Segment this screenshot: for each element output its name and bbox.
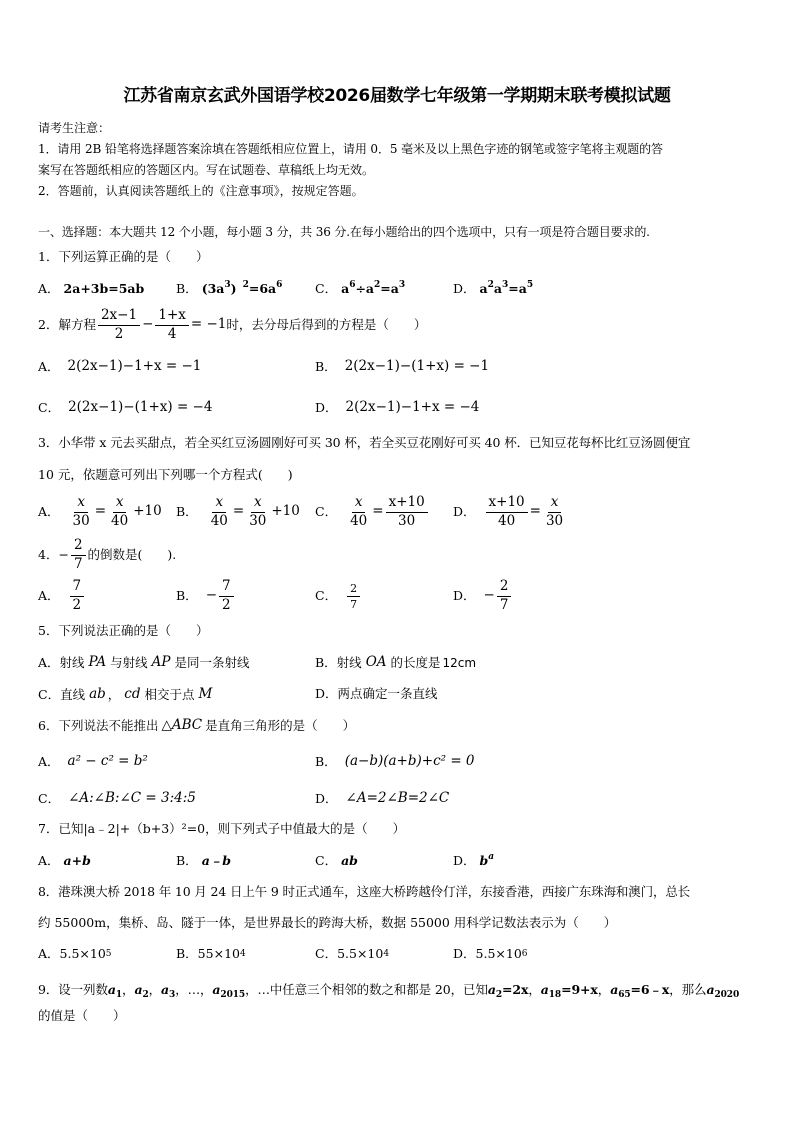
fraction: [71, 539, 86, 571]
q6-b-expr: (a−b)(a+b)+c² = 0: [344, 753, 475, 769]
length-value: 12cm: [442, 655, 477, 670]
q1-stem: 1．下列运算正确的是（ ）: [38, 249, 209, 264]
option-label: D．: [453, 281, 476, 296]
separator: ，: [597, 982, 611, 997]
fraction: [497, 580, 512, 612]
separator: ，: [122, 982, 135, 997]
q3-option-d[interactable]: [453, 495, 568, 529]
q1-option-a[interactable]: [38, 283, 144, 296]
numerator: x: [113, 496, 127, 513]
q7-a-expr: a+b: [63, 853, 91, 868]
option-text: A．5.5×10: [38, 946, 106, 961]
option-label: D．: [315, 399, 338, 415]
q9-text: ，…中任意三个相邻的数之和都是 20，已知: [245, 982, 488, 997]
q4-option-a[interactable]: [38, 579, 86, 613]
denominator: 2: [222, 596, 231, 613]
q3-stem-line-2: 10 元，依题意可列出下列哪一个方程式( ): [38, 467, 293, 482]
separator: ，: [200, 982, 213, 997]
q9-text: ，那么: [669, 982, 707, 997]
q1-b-part: ): [230, 281, 237, 296]
subscript: 2: [495, 990, 503, 1000]
denominator: 7: [73, 555, 83, 572]
numerator: x+10: [386, 496, 428, 513]
q2-stem-pre: 2．解方程: [38, 316, 96, 332]
q6-option-b[interactable]: [315, 755, 475, 769]
q2-d-expr: 2(2x−1)−1+x = −4: [345, 399, 480, 415]
var-a: a: [212, 982, 221, 997]
q4-stem: [38, 538, 176, 572]
denominator: 40: [210, 512, 228, 529]
subscript: 2: [142, 990, 149, 1000]
option-label: A．: [38, 753, 60, 769]
q9-stem-line-2: 的值是（ ）: [38, 1008, 126, 1023]
numerator: 2: [71, 539, 86, 556]
numerator: x: [548, 496, 562, 513]
separator: ，: [148, 982, 162, 997]
q1-b-sup: 2: [242, 280, 249, 290]
denominator: 4: [167, 325, 177, 342]
q1-b-sup: 3: [224, 280, 231, 290]
option-text: 与射线: [110, 654, 148, 670]
fraction: [208, 496, 231, 528]
numerator: x: [352, 496, 366, 513]
notice-item-1-line-1: 1．请用 2B 铅笔将选择题答案涂填在答题纸相应位置上，请用 0．5 毫米及以上黑色字迹的钢笔或签字笔将主观题的答: [38, 142, 663, 156]
plus-ten: +10: [133, 503, 162, 520]
option-label: D．: [453, 587, 476, 603]
q8-stem-line-1: 8．港珠澳大桥 2018 年 10 月 24 日上午 9 时正式通车，这座大桥跨越伶仃洋，东接香港，西接广东珠海和澳门，总长: [38, 884, 691, 899]
option-label: D．: [315, 790, 338, 806]
option-label: D．: [453, 853, 476, 868]
subscript: 3: [169, 990, 176, 1000]
numerator: x: [251, 496, 265, 513]
equals: =: [232, 503, 245, 520]
denominator: 2: [72, 596, 82, 613]
option-label: B．: [176, 853, 198, 868]
q2-stem: [38, 308, 426, 342]
ellipsis: …: [187, 982, 200, 997]
var-a: a: [610, 982, 619, 997]
option-label: B．: [176, 503, 198, 519]
denominator: 40: [111, 512, 129, 529]
numerator: 7: [219, 580, 234, 597]
numerator: x: [212, 496, 226, 513]
fraction: [347, 496, 370, 528]
q8-option-c[interactable]: C．5.5×10 4: [315, 946, 390, 961]
denominator: 30: [398, 512, 416, 529]
numerator: 2: [497, 580, 512, 597]
q2-stem-post: 时，去分母后得到的方程是（ ）: [226, 316, 427, 332]
q4-stem-pre: 4．−: [38, 546, 69, 562]
subscript: 1: [115, 990, 123, 1000]
q2-fraction-1: [98, 309, 140, 341]
option-label: D．: [453, 503, 476, 519]
q6-d-expr: ∠A=2∠B=2∠C: [345, 790, 450, 806]
option-text: ，: [107, 686, 121, 702]
q6-option-a[interactable]: [38, 755, 148, 769]
triangle-name: △ABC: [161, 717, 203, 733]
subscript: 2020: [714, 990, 740, 1000]
q7-stem: 7．已知|a﹣2|+（b+3）²=0，则下列式子中值最大的是（ ）: [38, 821, 406, 836]
q3-stem-line-1: 3．小华带 x 元去买甜点，若全买红豆汤圆刚好可买 30 杯，若全买豆花刚好可买 40 杯．已知豆花每杯比红豆汤圆便宜: [38, 435, 691, 450]
subscript: 18: [548, 990, 562, 1000]
q6-option-d[interactable]: [315, 792, 449, 806]
fraction: [108, 496, 131, 528]
var-a: a: [161, 982, 170, 997]
q7-option-c[interactable]: [315, 855, 358, 868]
q1-option-d[interactable]: [453, 280, 534, 296]
q5-option-d[interactable]: [315, 688, 438, 701]
q1-option-b[interactable]: [176, 280, 283, 296]
option-label: A．: [38, 358, 60, 374]
q1-b-part: (3a: [201, 281, 225, 296]
option-label: A．: [38, 853, 60, 868]
equation: =6﹣x: [630, 982, 670, 997]
notice-item-2: 2．答题前，认真阅读答题纸上的《注意事项》，按规定答题。: [38, 184, 364, 198]
q2-c-expr: 2(2x−1)−(1+x) = −4: [68, 399, 213, 415]
numerator: 2x−1: [98, 309, 140, 326]
q1-c-expr: $a^6\div a^2=a^3$: [341, 280, 406, 296]
fraction: [70, 580, 85, 612]
var-a: a: [134, 982, 143, 997]
line-name: cd: [124, 686, 141, 702]
section-heading: 一、选择题：本大题共 12 个小题，每小题 3 分，共 36 分.在每小题给出的四个选项中，只有一项是符合题目要求的.: [38, 225, 650, 239]
option-label: C．: [315, 587, 338, 603]
option-text: 是同一条射线: [174, 654, 250, 670]
q2-option-d[interactable]: [315, 401, 479, 415]
q5-option-b[interactable]: [315, 656, 476, 670]
q1-d-expr: $a^2a^3=a^5$: [479, 280, 534, 296]
fraction: [246, 496, 269, 528]
subscript: 2015: [220, 990, 246, 1000]
equation: =2x: [502, 982, 529, 997]
option-text: C．直线: [38, 686, 86, 702]
option-label: C．: [38, 790, 61, 806]
option-label: C．: [38, 399, 61, 415]
equation: =9+x: [561, 982, 598, 997]
q6-stem: [38, 719, 355, 733]
var-a: a: [706, 982, 715, 997]
plus-ten: +10: [271, 503, 300, 520]
q5-option-a[interactable]: [38, 656, 250, 670]
denominator: 40: [350, 512, 368, 529]
fraction: [347, 583, 360, 610]
numerator: 7: [70, 580, 85, 597]
negative-sign: −: [205, 587, 217, 604]
denominator: 30: [249, 512, 267, 529]
var-a: a: [107, 982, 116, 997]
option-label: A．: [38, 587, 60, 603]
q7-option-d[interactable]: [453, 852, 495, 868]
q1-b-part: =6a: [248, 281, 277, 296]
q5-option-c[interactable]: [38, 688, 212, 702]
option-text: 相交于点: [144, 686, 195, 702]
numerator: x: [74, 496, 88, 513]
equals: =: [94, 503, 107, 520]
q2-minus: −: [142, 316, 154, 333]
fraction: [219, 580, 234, 612]
fraction: [543, 496, 566, 528]
q6-stem-post: 是直角三角形的是（ ）: [205, 717, 356, 733]
option-text: B．射线: [315, 654, 362, 670]
q8-option-a[interactable]: A．5.5×10 5: [38, 946, 112, 961]
q6-c-expr: ∠A:∠B:∠C = 3:4:5: [68, 790, 196, 806]
option-text: C．5.5×10: [315, 946, 384, 961]
equals: =: [529, 503, 541, 520]
ray-name: OA: [365, 654, 387, 670]
q1-b-sup: 6: [276, 280, 283, 290]
option-label: C．: [315, 281, 338, 296]
denominator: 7: [499, 596, 509, 613]
option-label: A．: [38, 503, 60, 519]
q7-option-a[interactable]: [38, 855, 91, 868]
option-label: C．: [315, 853, 338, 868]
q8-option-d[interactable]: D．5.5×10 6: [453, 946, 528, 961]
q4-option-c[interactable]: [315, 579, 362, 613]
q9-stem-line-1: [38, 982, 740, 1000]
option-text: D．5.5×10: [453, 946, 522, 961]
equals: =: [372, 503, 384, 520]
q1-a-expr: 2a+3b=5ab: [63, 281, 145, 296]
q3-option-c[interactable]: [315, 495, 430, 529]
q8-option-b[interactable]: B．55×10 4: [176, 946, 246, 961]
q7-b-expr: a﹣b: [201, 853, 232, 868]
option-label: A．: [38, 281, 60, 296]
point-name: M: [198, 686, 213, 702]
ray-name: PA: [88, 654, 107, 670]
option-label: B．: [176, 281, 198, 296]
q3-option-b[interactable]: [176, 495, 300, 529]
option-text: 的长度是: [390, 654, 441, 670]
q4-stem-post: 的倒数是( ).: [87, 546, 177, 562]
option-label: B．: [315, 358, 337, 374]
negative-sign: −: [483, 587, 495, 604]
denominator: 30: [72, 512, 90, 529]
notice-item-1-line-2: 案写在答题纸相应的答题区内。写在试题卷、草稿纸上均无效。: [38, 163, 375, 177]
q4-option-b[interactable]: [176, 579, 236, 613]
numerator: 1+x: [155, 309, 189, 326]
option-label: B．: [315, 753, 337, 769]
denominator: 30: [545, 512, 564, 529]
option-label: B．: [176, 587, 198, 603]
q2-rhs: = −1: [190, 316, 227, 333]
var-a: a: [540, 982, 549, 997]
q4-option-d[interactable]: [453, 579, 513, 613]
q1-option-c[interactable]: [315, 280, 406, 296]
numerator: x+10: [486, 496, 528, 513]
option-text: D．两点确定一条直线: [315, 686, 438, 701]
q7-option-b[interactable]: [176, 855, 231, 868]
q2-option-b[interactable]: [315, 360, 489, 374]
q6-option-c[interactable]: [38, 792, 196, 806]
option-label: C．: [315, 503, 338, 519]
var-a: a: [487, 982, 496, 997]
separator: ，: [175, 982, 188, 997]
ray-name: AP: [151, 654, 171, 670]
line-name: ab: [89, 686, 106, 702]
notice-heading: 请考生注意：: [38, 121, 111, 135]
denominator: 7: [350, 597, 358, 611]
numerator: 2: [347, 583, 360, 597]
denominator: 40: [497, 512, 516, 529]
q2-option-c[interactable]: [38, 401, 212, 415]
separator: ，: [528, 982, 541, 997]
fraction: [386, 496, 428, 528]
q3-option-a[interactable]: [38, 495, 162, 529]
q7-d-expr: $b^a$: [479, 852, 495, 868]
denominator: 2: [114, 325, 124, 342]
q7-c-expr: ab: [341, 853, 358, 868]
q2-b-expr: 2(2x−1)−(1+x) = −1: [344, 358, 490, 374]
q5-stem: 5．下列说法正确的是（ ）: [38, 623, 209, 638]
fraction: [486, 496, 528, 528]
fraction: [70, 496, 93, 528]
q2-fraction-2: [155, 309, 189, 341]
q6-a-expr: a² − c² = b²: [67, 753, 148, 769]
q8-stem-line-2: 约 55000m，集桥、岛、隧于一体，是世界最长的跨海大桥，数据 55000 用科学记数法表示为（ ）: [38, 915, 617, 930]
q6-stem-pre: 6．下列说法不能推出: [38, 717, 159, 733]
q2-a-expr: 2(2x−1)−1+x = −1: [67, 358, 202, 374]
subscript: 65: [618, 990, 631, 1000]
option-text: B．55×10: [176, 946, 240, 961]
option-text: A．射线: [38, 654, 85, 670]
q9-text: 9．设一列数: [38, 982, 108, 997]
q2-option-a[interactable]: [38, 360, 201, 374]
page-title: 江苏省南京玄武外国语学校2026届数学七年级第一学期期末联考模拟试题: [123, 86, 671, 106]
